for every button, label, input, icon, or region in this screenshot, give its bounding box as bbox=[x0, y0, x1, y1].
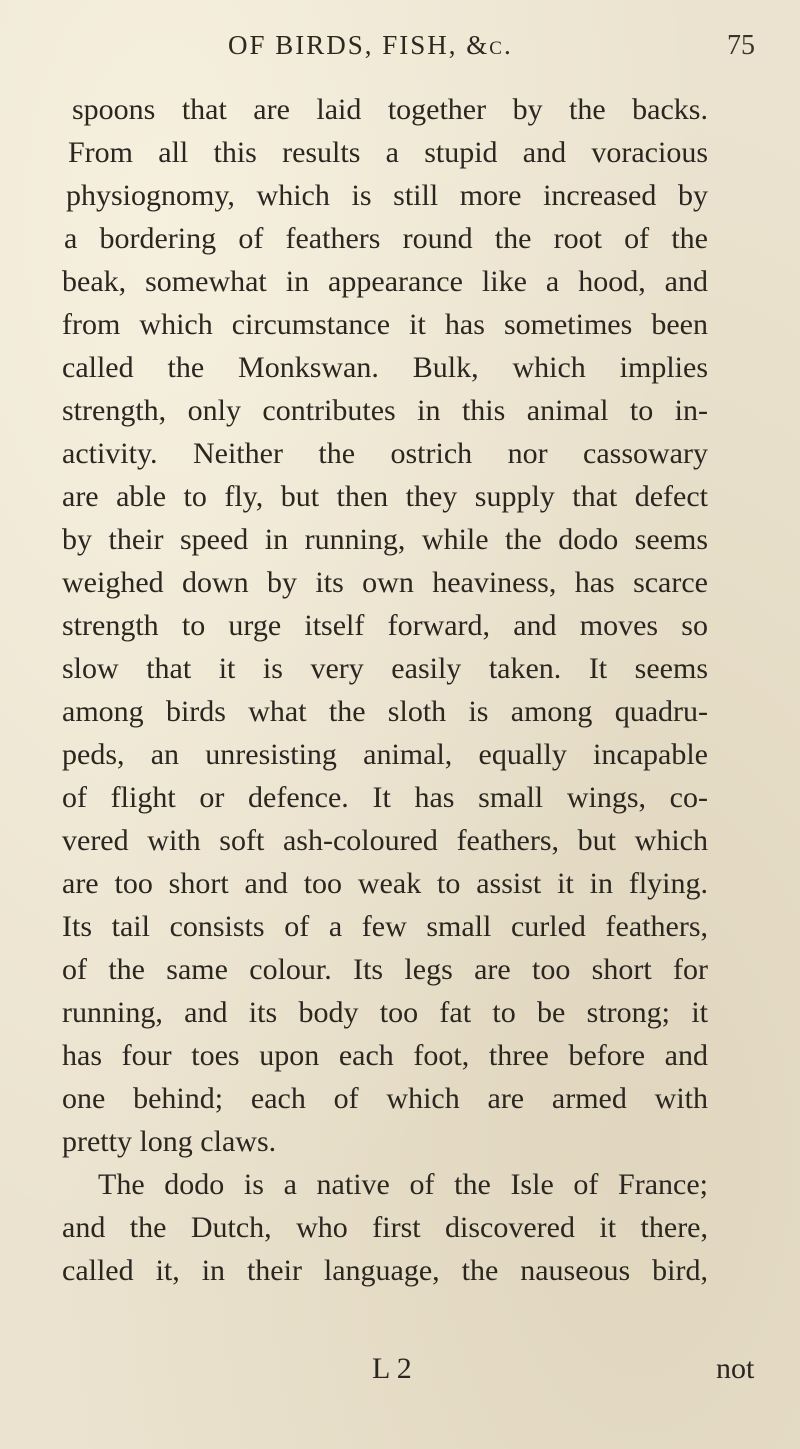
text-line: weighed down by its own heaviness, has scarce bbox=[62, 566, 708, 599]
text-line: running, and its body too fat to be strong; it bbox=[62, 996, 708, 1029]
text-line: strength, only contributes in this animal to in- bbox=[62, 394, 708, 427]
text-line: among birds what the sloth is among quadru- bbox=[62, 695, 708, 728]
text-line: are too short and too weak to assist it in flying. bbox=[62, 867, 708, 900]
text-line: physiognomy, which is still more increased by bbox=[66, 179, 708, 212]
running-head-title: OF BIRDS, FISH, &c. bbox=[228, 30, 513, 60]
text-line: and the Dutch, who first discovered it there, bbox=[62, 1211, 708, 1244]
page-footer bbox=[0, 1352, 800, 1396]
text-line: a bordering of feathers round the root of the bbox=[64, 222, 708, 255]
catchword: not bbox=[716, 1352, 755, 1385]
text-line: by their speed in running, while the dodo seems bbox=[62, 523, 708, 556]
text-line: has four toes upon each foot, three before and bbox=[62, 1039, 708, 1072]
text-line: vered with soft ash-coloured feathers, but which bbox=[62, 824, 708, 857]
text-line: are able to fly, but then they supply that defect bbox=[62, 480, 708, 513]
text-line: Its tail consists of a few small curled feathers, bbox=[62, 910, 708, 943]
text-line: from which circumstance it has sometimes been bbox=[62, 308, 708, 341]
text-line: The dodo is a native of the Isle of France; bbox=[98, 1168, 708, 1201]
text-line: beak, somewhat in appearance like a hood, and bbox=[62, 265, 708, 298]
text-line: activity. Neither the ostrich nor cassowary bbox=[62, 437, 708, 470]
text-line: peds, an unresisting animal, equally incapable bbox=[62, 738, 708, 771]
text-line: pretty long claws. bbox=[62, 1125, 277, 1158]
text-line: called it, in their language, the nauseous bird, bbox=[62, 1254, 708, 1287]
page-number: 75 bbox=[727, 30, 755, 61]
text-line: of the same colour. Its legs are too short for bbox=[62, 953, 708, 986]
text-line: one behind; each of which are armed with bbox=[62, 1082, 708, 1115]
running-head bbox=[0, 24, 800, 68]
text-line: slow that it is very easily taken. It seems bbox=[62, 652, 708, 685]
text-line: strength to urge itself forward, and moves so bbox=[62, 609, 708, 642]
text-line: From all this results a stupid and voracious bbox=[68, 136, 708, 169]
signature-mark: L 2 bbox=[372, 1352, 412, 1385]
text-line: spoons that are laid together by the backs. bbox=[72, 93, 708, 126]
text-line: of flight or defence. It has small wings, co- bbox=[62, 781, 708, 814]
text-line: called the Monkswan. Bulk, which implies bbox=[62, 351, 708, 384]
